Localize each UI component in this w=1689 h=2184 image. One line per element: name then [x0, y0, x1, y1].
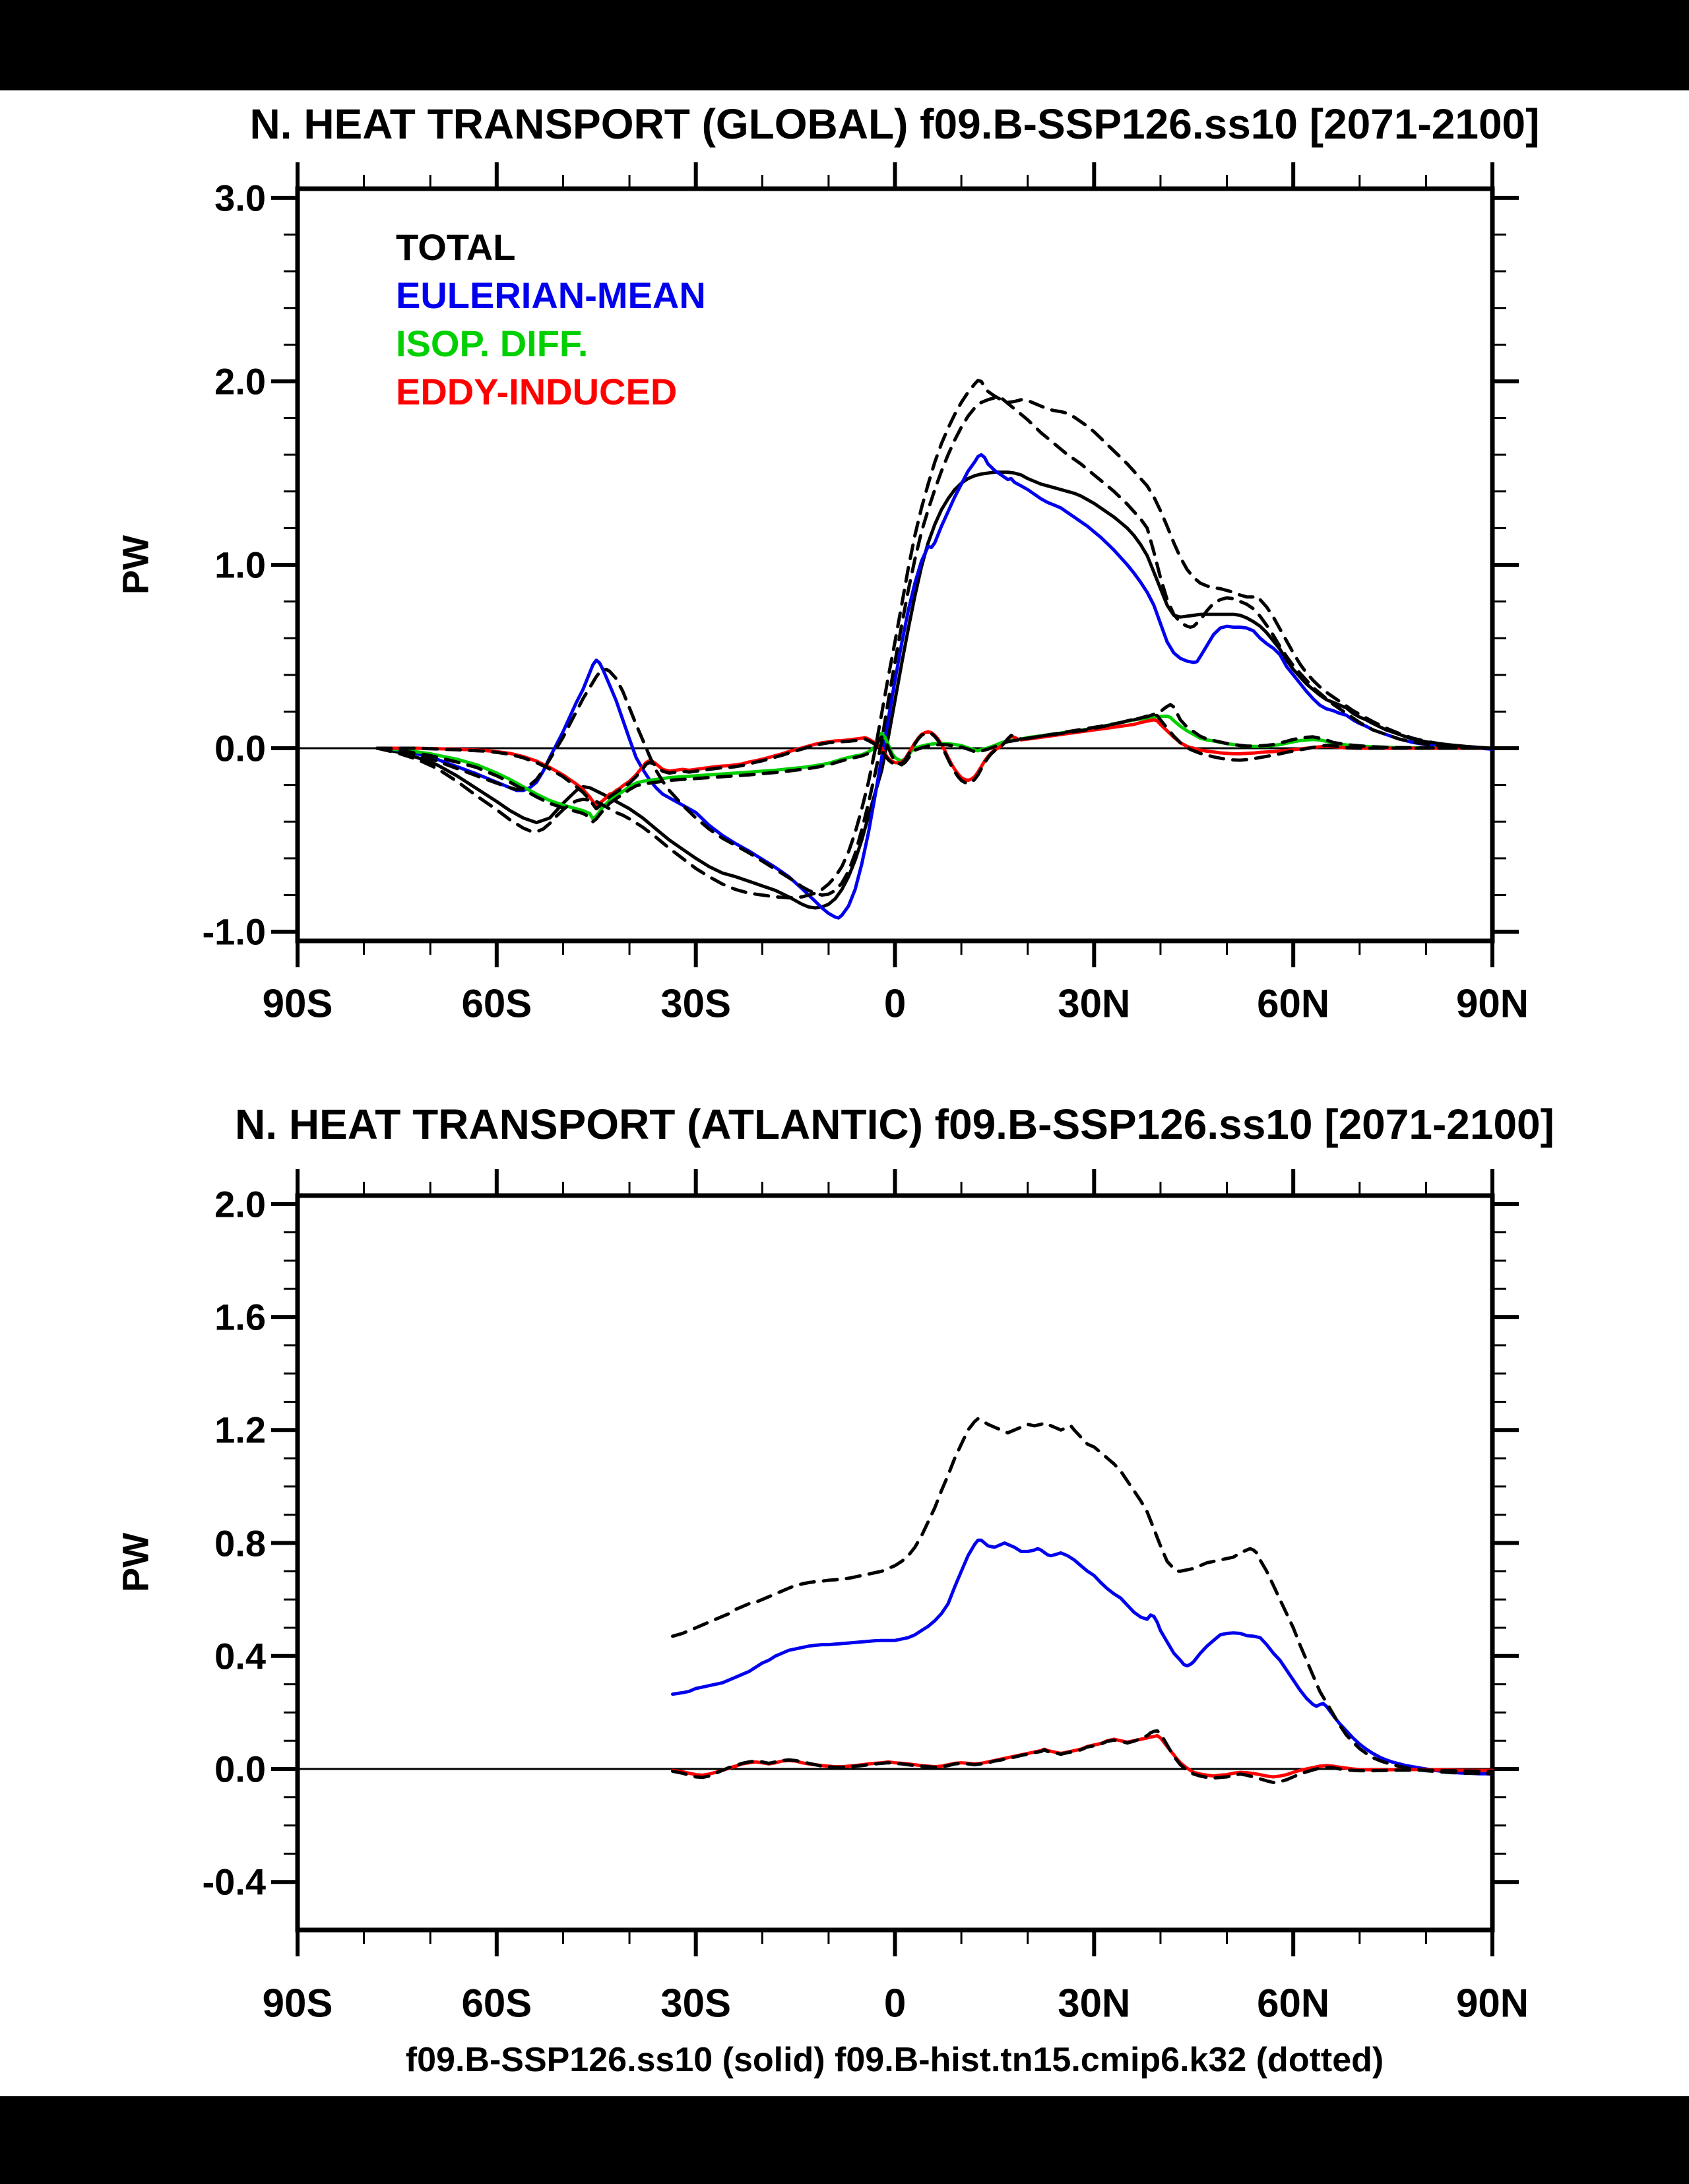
y-tick-label: -1.0 [202, 911, 266, 953]
y-tick-label: 3.0 [214, 177, 266, 219]
legend-item-eulerian-mean: EULERIAN-MEAN [396, 274, 706, 316]
x-tick-label: 30N [1058, 1981, 1131, 2026]
legend-item-isop-diff: ISOP. DIFF. [396, 323, 589, 364]
x-tick-label: 90S [262, 1981, 333, 2026]
y-tick-label: 0.0 [214, 1748, 266, 1790]
series-atl-eulerian-mean-hist [673, 1419, 1493, 1774]
y-tick-label: 1.0 [214, 544, 266, 586]
series-eddy-induced-hist [377, 715, 1492, 809]
global-panel-title: N. HEAT TRANSPORT (GLOBAL) f09.B-SSP126.ss10 [2071-2100] [249, 100, 1540, 148]
x-tick-label: 30N [1058, 981, 1131, 1026]
global-y-axis-label: PW [114, 534, 156, 595]
y-tick-label: 2.0 [214, 1183, 266, 1225]
x-tick-label: 90S [262, 981, 333, 1026]
series-atl-eulerian-mean-ssp126 [673, 1540, 1493, 1774]
series-atl-eddy-induced-ssp126 [673, 1736, 1493, 1778]
y-tick-label: 1.6 [214, 1296, 266, 1338]
x-tick-label: 60S [461, 1981, 532, 2026]
x-tick-label: 60S [461, 981, 532, 1026]
series-total-ssp126 [377, 472, 1492, 908]
x-tick-label: 60N [1257, 1981, 1330, 2026]
y-tick-label: 0.0 [214, 727, 266, 769]
y-tick-label: 0.4 [214, 1635, 266, 1677]
series-eddy-induced-ssp126 [377, 720, 1492, 806]
x-tick-label: 90N [1455, 981, 1529, 1026]
atlantic-panel-title: N. HEAT TRANSPORT (ATLANTIC) f09.B-SSP126.ss10 [2071-2100] [235, 1101, 1554, 1148]
x-tick-label: 30S [660, 1981, 732, 2026]
legend-item-total: TOTAL [396, 226, 516, 268]
legend-item-eddy-induced: EDDY-INDUCED [396, 371, 678, 412]
series-atl-eddy-induced-hist [673, 1731, 1493, 1782]
y-tick-label: 2.0 [214, 360, 266, 402]
x-tick-label: 0 [883, 1981, 907, 2026]
y-tick-label: 1.2 [214, 1409, 266, 1451]
y-tick-label: -0.4 [202, 1861, 266, 1903]
atlantic-y-axis-label: PW [114, 1532, 156, 1593]
y-tick-label: 0.8 [214, 1522, 266, 1564]
x-tick-label: 60N [1257, 981, 1330, 1026]
x-tick-label: 90N [1455, 1981, 1529, 2026]
x-tick-label: 0 [883, 981, 907, 1026]
x-tick-label: 30S [660, 981, 732, 1026]
run-comparison-caption: f09.B-SSP126.ss10 (solid) f09.B-hist.tn15.cmip6.k32 (dotted) [405, 2041, 1384, 2079]
